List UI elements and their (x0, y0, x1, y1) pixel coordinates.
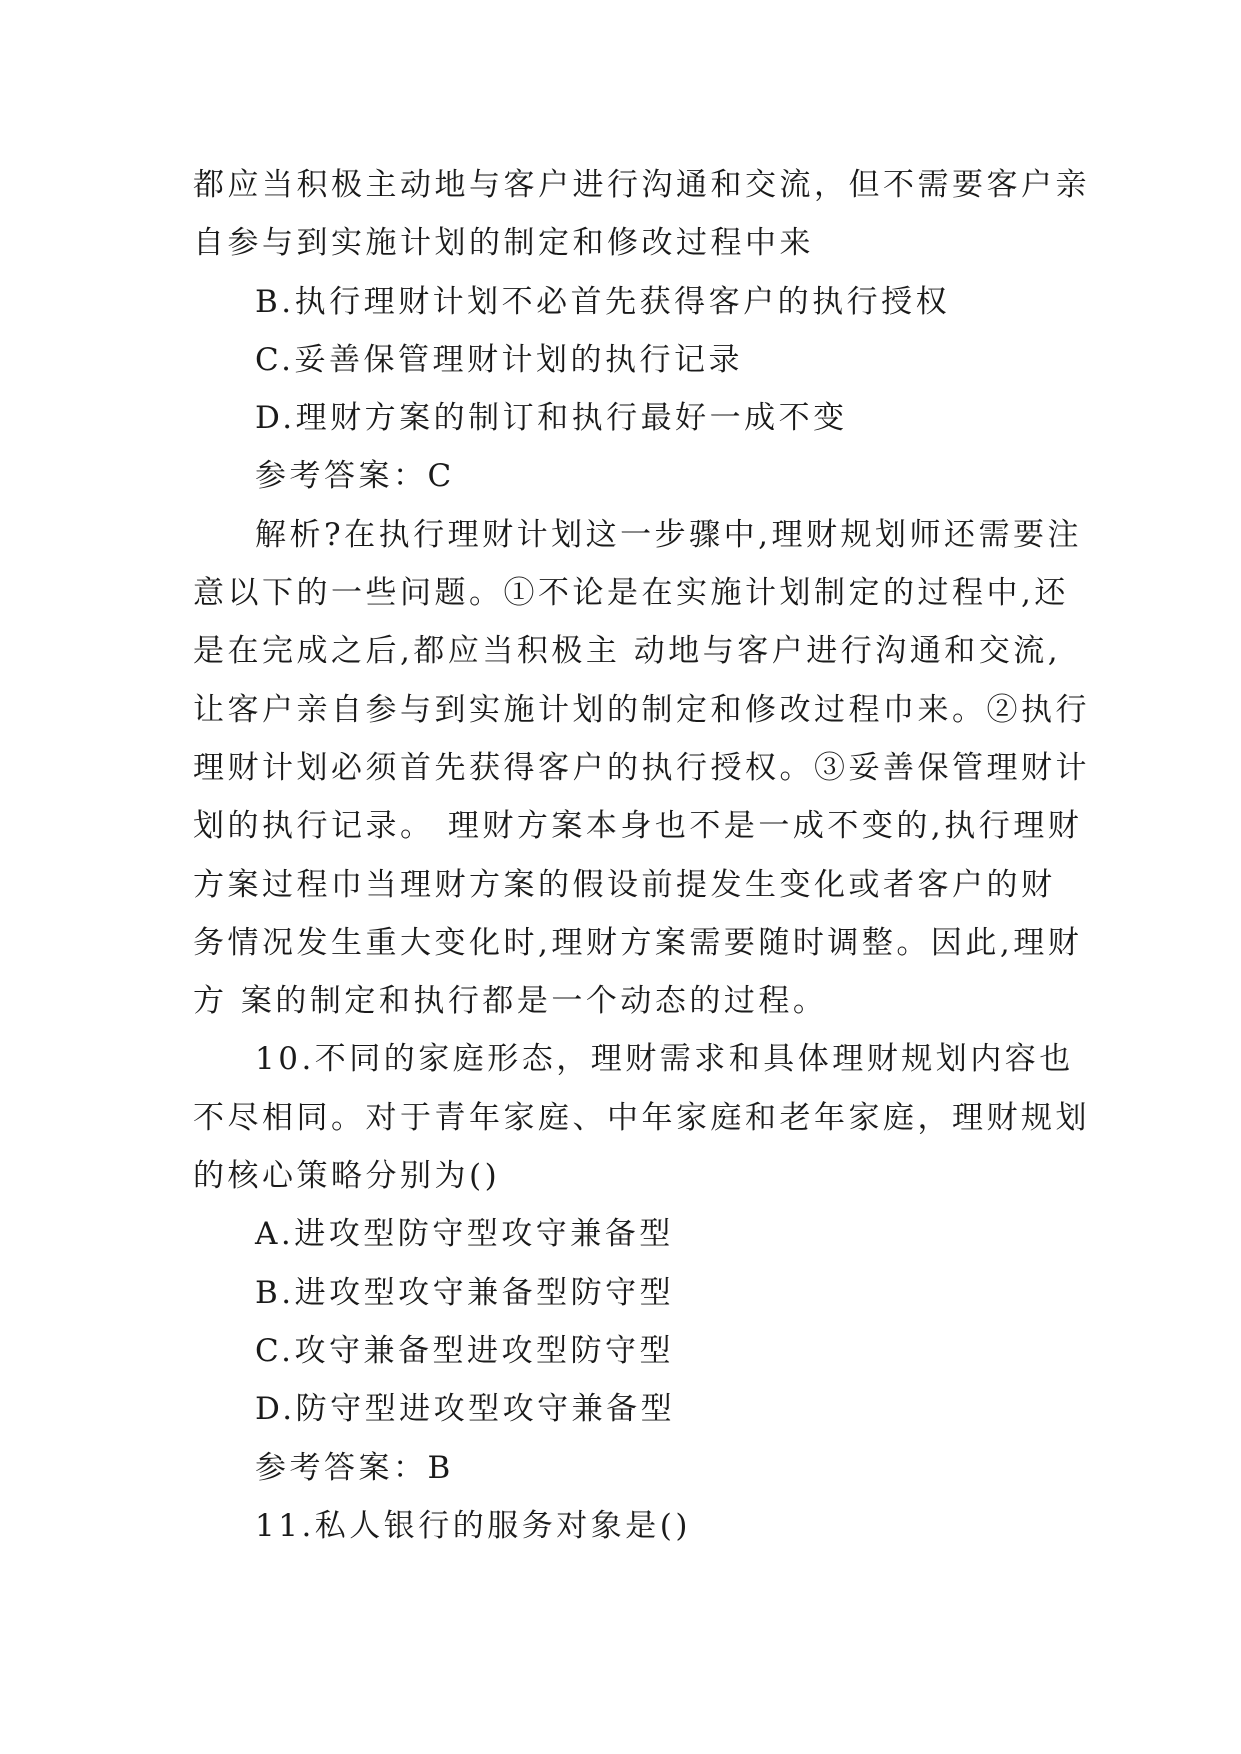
text-line: 意以下的一些问题。①不论是在实施计划制定的过程中,还 (193, 575, 1069, 612)
question-11-stem: 11.私人银行的服务对象是() (255, 1507, 691, 1544)
text-line: 10.不同的家庭形态，理财需求和具体理财规划内容也 (255, 1041, 1074, 1078)
question-10-option-c: C.攻守兼备型进攻型防守型 (255, 1332, 674, 1369)
text-line: 不尽相同。对于青年家庭、中年家庭和老年家庭，理财规划 (193, 1099, 1090, 1136)
text-line: 的核心策略分别为() (193, 1158, 501, 1195)
question-10-answer: 参考答案：B (255, 1449, 454, 1486)
text-line: 方 案的制定和执行都是一个动态的过程。 (193, 983, 828, 1020)
document-body (193, 156, 1090, 1555)
question-10-option-a: A.进攻型防守型攻守兼备型 (255, 1216, 674, 1253)
text-line: 都应当积极主动地与客户进行沟通和交流，但不需要客户亲 (193, 167, 1090, 203)
question-10-option-d: D.防守型进攻型攻守兼备型 (255, 1391, 676, 1428)
text-line: 方案过程巾当理财方案的假设前提发生变化或者客户的财 (193, 866, 1056, 903)
question-9-analysis (193, 506, 1090, 1031)
question-9-option-b: B.执行理财计划不必首先获得客户的执行授权 (255, 283, 951, 320)
text-line: 解析?在执行理财计划这一步骤中,理财规划师还需要注 (255, 516, 1082, 553)
question-9-option-a-continuation (193, 156, 1090, 273)
question-9-option-c: C.妥善保管理财计划的执行记录 (255, 341, 743, 378)
text-line: 划的执行记录。 理财方案本身也不是一成不变的,执行理财 (193, 808, 1083, 845)
question-10-stem (193, 1030, 1090, 1205)
question-10-option-b: B.进攻型攻守兼备型防守型 (255, 1274, 675, 1311)
text-line: 理财计划必须首先获得客户的执行授权。③妥善保管理财计 (193, 749, 1090, 786)
question-9-option-d: D.理财方案的制订和执行最好一成不变 (255, 400, 848, 437)
text-line: 自参与到实施计划的制定和修改过程中来 (193, 225, 814, 262)
text-line: 是在完成之后,都应当积极主 动地与客户进行沟通和交流, (193, 633, 1062, 670)
question-9-answer: 参考答案：C (255, 458, 455, 495)
text-line: 让客户亲自参与到实施计划的制定和修改过程巾来。②执行 (193, 691, 1090, 728)
text-line: 务情况发生重大变化时,理财方案需要随时调整。因此,理财 (193, 924, 1083, 961)
